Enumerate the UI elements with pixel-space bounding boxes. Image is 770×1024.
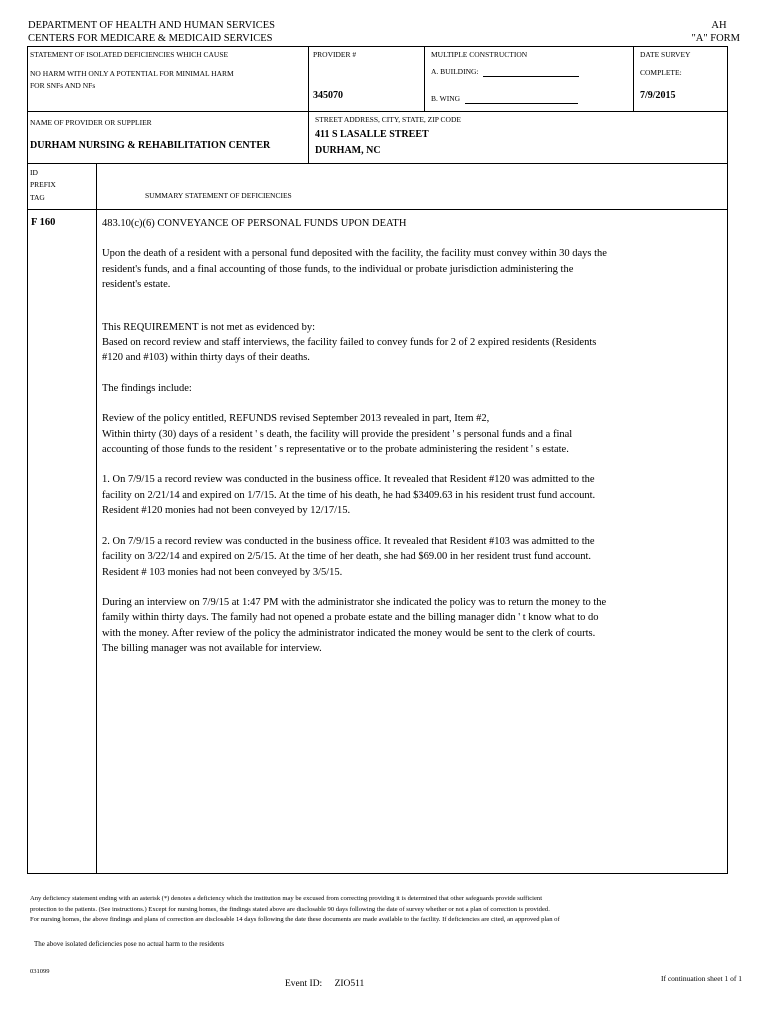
continuation-sheet: If continuation sheet 1 of 1	[660, 974, 742, 983]
disclaimer-line-3: For nursing homes, the above findings and plans of correction are disclosable 14 days following the date these documents are made available to the facility. If deficiencies are cited, an approved plan of	[30, 916, 560, 923]
finding-1: 1. On 7/9/15 a record review was conducted in the business office. It revealed that Resident #120 was admitted to the facility on 2/21/14 and expired on 1/7/15. At the time of his death, he had $3409.63 in his resident trust fund account. Resident #120 monies had not been conveyed by 12/17/15.	[102, 474, 596, 517]
complete-label: COMPLETE:	[640, 68, 682, 77]
street-address: 411 S LASALLE STREET	[315, 129, 429, 140]
agency-code: AH	[711, 20, 727, 31]
building-blank	[483, 68, 579, 77]
policy-review: Review of the policy entitled, REFUNDS revised September 2013 revealed in part, Item #2,	[102, 413, 490, 425]
form-label: "A" FORM	[691, 33, 740, 44]
disclaimer-line-2: protection to the patients. (See instructions.) Except for nursing homes, the findings stated above are disclosable 90 days following the date of survey whether or not a plan of correction is provided.	[30, 905, 550, 913]
date-survey-label: DATE SURVEY	[640, 50, 691, 59]
address-label: STREET ADDRESS, CITY, STATE, ZIP CODE	[315, 115, 461, 124]
wing-field	[431, 94, 578, 104]
col-summary: SUMMARY STATEMENT OF DEFICIENCIES	[145, 191, 292, 200]
city-state: DURHAM, NC	[315, 145, 381, 156]
multiple-construction-label: MULTIPLE CONSTRUCTION	[431, 50, 528, 59]
building-field	[431, 67, 579, 77]
requirement-basis: Based on record review and staff interviews, the facility failed to convey funds for 2 of 2 expired residents (Residents #120 and #103) within thirty days of their deaths.	[102, 337, 597, 364]
centers-name: CENTERS FOR MEDICARE & MEDICAID SERVICES	[28, 33, 273, 44]
col-prefix: PREFIX	[30, 180, 56, 189]
event-id-value: ZIO511	[334, 979, 365, 989]
date-survey-value: 7/9/2015	[640, 90, 676, 101]
statement-line-2: NO HARM WITH ONLY A POTENTIAL FOR MINIMAL HARM	[30, 69, 234, 78]
findings-intro: The findings include:	[102, 382, 192, 394]
deficiency-title: 483.10(c)(6) CONVEYANCE OF PERSONAL FUNDS UPON DEATH	[102, 218, 407, 229]
provider-name: DURHAM NURSING & REHABILITATION CENTER	[30, 140, 271, 151]
deficiency-text	[102, 216, 607, 657]
finding-2: 2. On 7/9/15 a record review was conducted in the business office. It revealed that Resident #103 was admitted to the facility on 3/22/14 and expired on 2/5/15. At the time of her death, she had $69.00 in her resident trust fund account. Resident # 103 monies had not been conveyed by 3/5/15.	[102, 535, 595, 578]
statement-title: STATEMENT OF ISOLATED DEFICIENCIES WHICH CAUSE	[30, 50, 229, 59]
col-id: ID	[30, 168, 38, 177]
disclaimer	[30, 894, 730, 926]
statement-line-3: FOR SNFs AND NFs	[30, 81, 96, 90]
provider-name-label: NAME OF PROVIDER OR SUPPLIER	[30, 118, 152, 127]
form-code: 031099	[30, 968, 50, 975]
requirement-line: This REQUIREMENT is not met as evidenced by:	[102, 321, 315, 333]
provider-number-label: PROVIDER #	[313, 50, 357, 59]
no-harm-note: The above isolated deficiencies pose no actual harm to the residents	[34, 940, 225, 948]
department-name: DEPARTMENT OF HEALTH AND HUMAN SERVICES	[28, 20, 275, 31]
wing-blank	[465, 95, 578, 104]
wing-label: B. WING	[431, 94, 461, 103]
deficiency-tag: F 160	[31, 217, 56, 228]
regulation-text: Upon the death of a resident with a personal fund deposited with the facility, the facility must convey within 30 days the resident's funds, and a final accounting of those funds, to the individual or probate jurisdiction administering the resident's estate.	[102, 248, 607, 291]
building-label: A. BUILDING:	[431, 67, 479, 76]
event-id	[285, 978, 364, 990]
event-id-label: Event ID:	[285, 979, 323, 989]
disclaimer-line-1: Any deficiency statement ending with an asterisk (*) denotes a deficiency which the institution may be excused from correcting providing it is determined that other safeguards provide sufficient	[30, 895, 543, 902]
col-tag: TAG	[30, 193, 45, 202]
policy-quote: Within thirty (30) days of a resident ' s death, the facility will provide the president ' s personal funds and a final accounting of those funds to the resident ' s representative or to the probate administering the resident ' s estate.	[102, 428, 573, 456]
provider-number: 345070	[313, 90, 343, 101]
interview-text: During an interview on 7/9/15 at 1:47 PM with the administrator she indicated the policy was to return the money to the family within thirty days. The family had not opened a probate estate and the billing manager didn ' t know what to do with the money. After review of the policy the administrator indicated the money would be sent to the clerk of courts. The billing manager was not available for interview.	[102, 596, 607, 655]
